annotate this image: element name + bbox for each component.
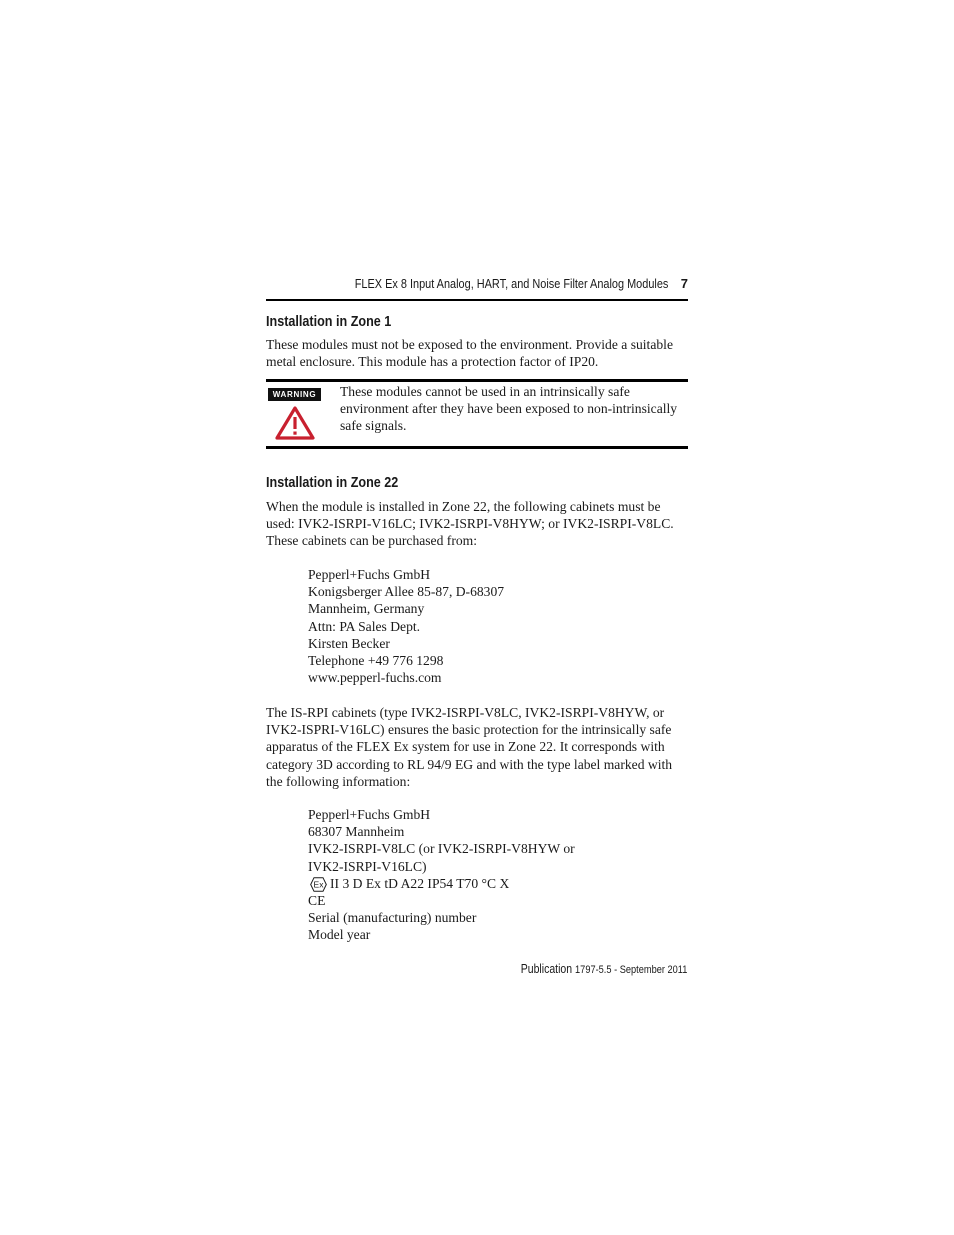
warning-triangle-icon — [275, 406, 315, 440]
address-line: Pepperl+Fuchs GmbH — [308, 567, 431, 582]
type-label-line: CE — [308, 892, 326, 908]
type-label-line: IVK2-ISRPI-V8LC (or IVK2-ISRPI-V8HYW or — [308, 841, 575, 857]
running-header-title: FLEX Ex 8 Input Analog, HART, and Noise Filter Analog Modules — [354, 276, 668, 291]
footer — [489, 962, 687, 976]
address-line: Konigsberger Allee 85-87, D-68307 — [308, 584, 505, 600]
publication-number: 1797-5.5 - September 2011 — [574, 964, 687, 976]
zone-22-intro: When the module is installed in Zone 22, the following cabinets must be used: IVK2-ISRPI-V16LC; IVK2-ISRPI-V8HYW; or IVK2-ISRPI-V8LC. These cabinets can be purchased from: — [266, 499, 674, 549]
ex-symbol-text: Ex — [313, 879, 324, 890]
warning-text: These modules cannot be used in an intrinsically safe environment after they have been exposed to non-intrinsically safe signals. — [340, 384, 678, 434]
address-line: Telephone +49 776 1298 — [308, 652, 444, 668]
type-label-line: Model year — [308, 927, 371, 943]
address-line: Kirsten Becker — [308, 635, 390, 651]
type-label-line: Ex II 3 D Ex tD A22 IP54 T70 °C X — [308, 875, 575, 892]
cabinet-paragraph: The IS-RPI cabinets (type IVK2-ISRPI-V8LC, IVK2-ISRPI-V8HYW, or IVK2-ISPRI-V16LC) ensures the basic protection for the intrinsically safe apparatus of the FLEX Ex system for use in Zone 22. It corresponds with category 3D according to RL 94/9 EG and with the type label marked with the following information: — [266, 705, 673, 789]
type-label-line: Pepperl+Fuchs GmbH — [308, 807, 431, 822]
address-line: www.pepperl-fuchs.com — [308, 670, 442, 686]
type-label-info — [308, 806, 575, 944]
page-number: 7 — [680, 276, 688, 291]
heading-zone-22: Installation in Zone 22 — [266, 474, 399, 491]
running-header — [0, 276, 688, 294]
supplier-address — [308, 566, 504, 686]
header-rule — [266, 299, 688, 301]
type-label-line: Serial (manufacturing) number — [308, 910, 477, 926]
ex-hexagon-icon — [310, 877, 327, 892]
warning-label: WARNING — [268, 388, 321, 401]
warning-bottom-rule — [266, 446, 688, 449]
type-label-line: IVK2-ISRPI-V16LC) — [308, 858, 427, 874]
footer-prefix: Publication — [520, 962, 572, 976]
warning-top-rule — [266, 379, 688, 382]
zone-1-paragraph: These modules must not be exposed to the environment. Provide a suitable metal enclosure. This module has a protection factor of IP20. — [266, 337, 673, 370]
type-label-line: 68307 Mannheim — [308, 824, 405, 840]
heading-zone-1: Installation in Zone 1 — [266, 313, 392, 330]
address-line: Attn: PA Sales Dept. — [308, 618, 421, 634]
address-line: Mannheim, Germany — [308, 601, 425, 617]
